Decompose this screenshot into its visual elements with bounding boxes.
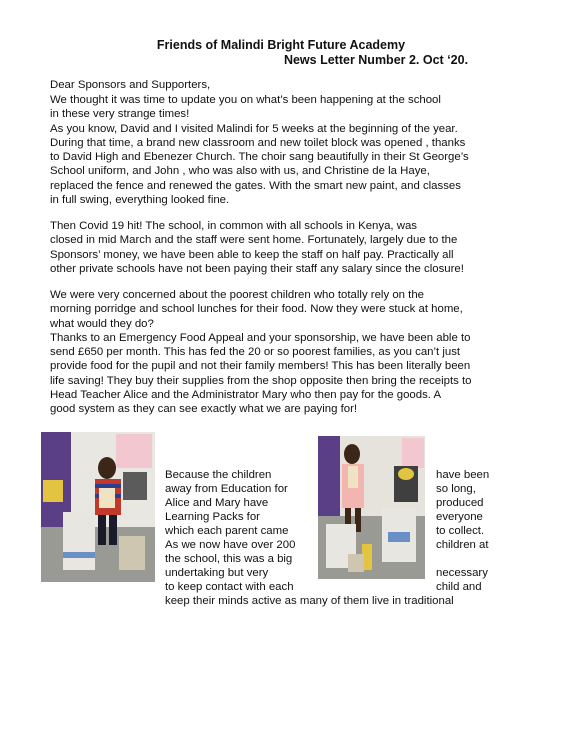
wrap-line: Because the children [165,469,272,481]
newsletter-header [0,38,562,67]
wrap-line: produced [436,497,484,509]
photo-girl-with-food-pack [318,436,425,579]
wrap-line: the school, this was a big [165,553,293,565]
greeting: Dear Sponsors and Supporters, [50,79,211,91]
wrap-line: to keep contact with each [165,581,294,593]
wrap-line: children at [436,539,489,551]
wrap-line: so long, [436,483,476,495]
wrap-line: undertaking but very [165,567,269,579]
wrap-line: have been [436,469,490,481]
wrap-line: necessary [436,567,488,579]
paragraph-1: We thought it was time to update you on what’s been happening at the school in these very strange times! As you know, David and I visited Malindi for 5 weeks at the beginning of the year. During that time, a brand new classroom and new toilet block was opened , thanks to David High and Ebenezer Church. The choir sang beautifully in their St George’s School uniform, and John , who was also with us, and Christine de la Haye, replaced the fence and renewed the gates. With the smart new paint, and classes in full swing, everything looked fine. [50,94,469,207]
wrap-line: keep their minds active as many of them live in traditional [165,595,454,607]
paragraph-3: We were very concerned about the poorest children who totally rely on the morning porridge and school lunches for their food. Now they were stuck at home, what would they do? Thanks to an Emergency Food Appeal and your sponsorship, we have been able to send £650 per month. This has fed the 20 or so poorest families, as you can’t just provide food for the pupil and not their family members! This has been literally been life saving! They buy their supplies from the shop opposite then bring the receipts to Head Teacher Alice and the Administrator Mary who then pay for the goods. A good system as they can see exactly what we are paying for! [50,289,472,416]
wrap-line: which each parent came [165,525,289,537]
newsletter-title: Friends of Malindi Bright Future Academy [156,38,406,52]
wrap-line: As we now have over 200 [165,539,296,551]
photo-boy-with-food-pack [41,432,155,582]
wrap-line: Alice and Mary have [165,497,269,509]
wrap-line: everyone [436,511,483,523]
newsletter-issue: News Letter Number 2. Oct ‘20. [283,53,469,67]
paragraph-2: Then Covid 19 hit! The school, in common with all schools in Kenya, was closed in mid March and the staff were sent home. Fortunately, largely due to the Sponsors’ money, we have been able to keep the staff on half pay. Practically all other private schools have not been paying their staff any salary since the closure! [50,220,464,275]
wrap-line: child and [436,581,482,593]
wrap-line: away from Education for [165,483,288,495]
wrap-line: to collect. [436,525,485,537]
wrap-line: Learning Packs for [165,511,260,523]
